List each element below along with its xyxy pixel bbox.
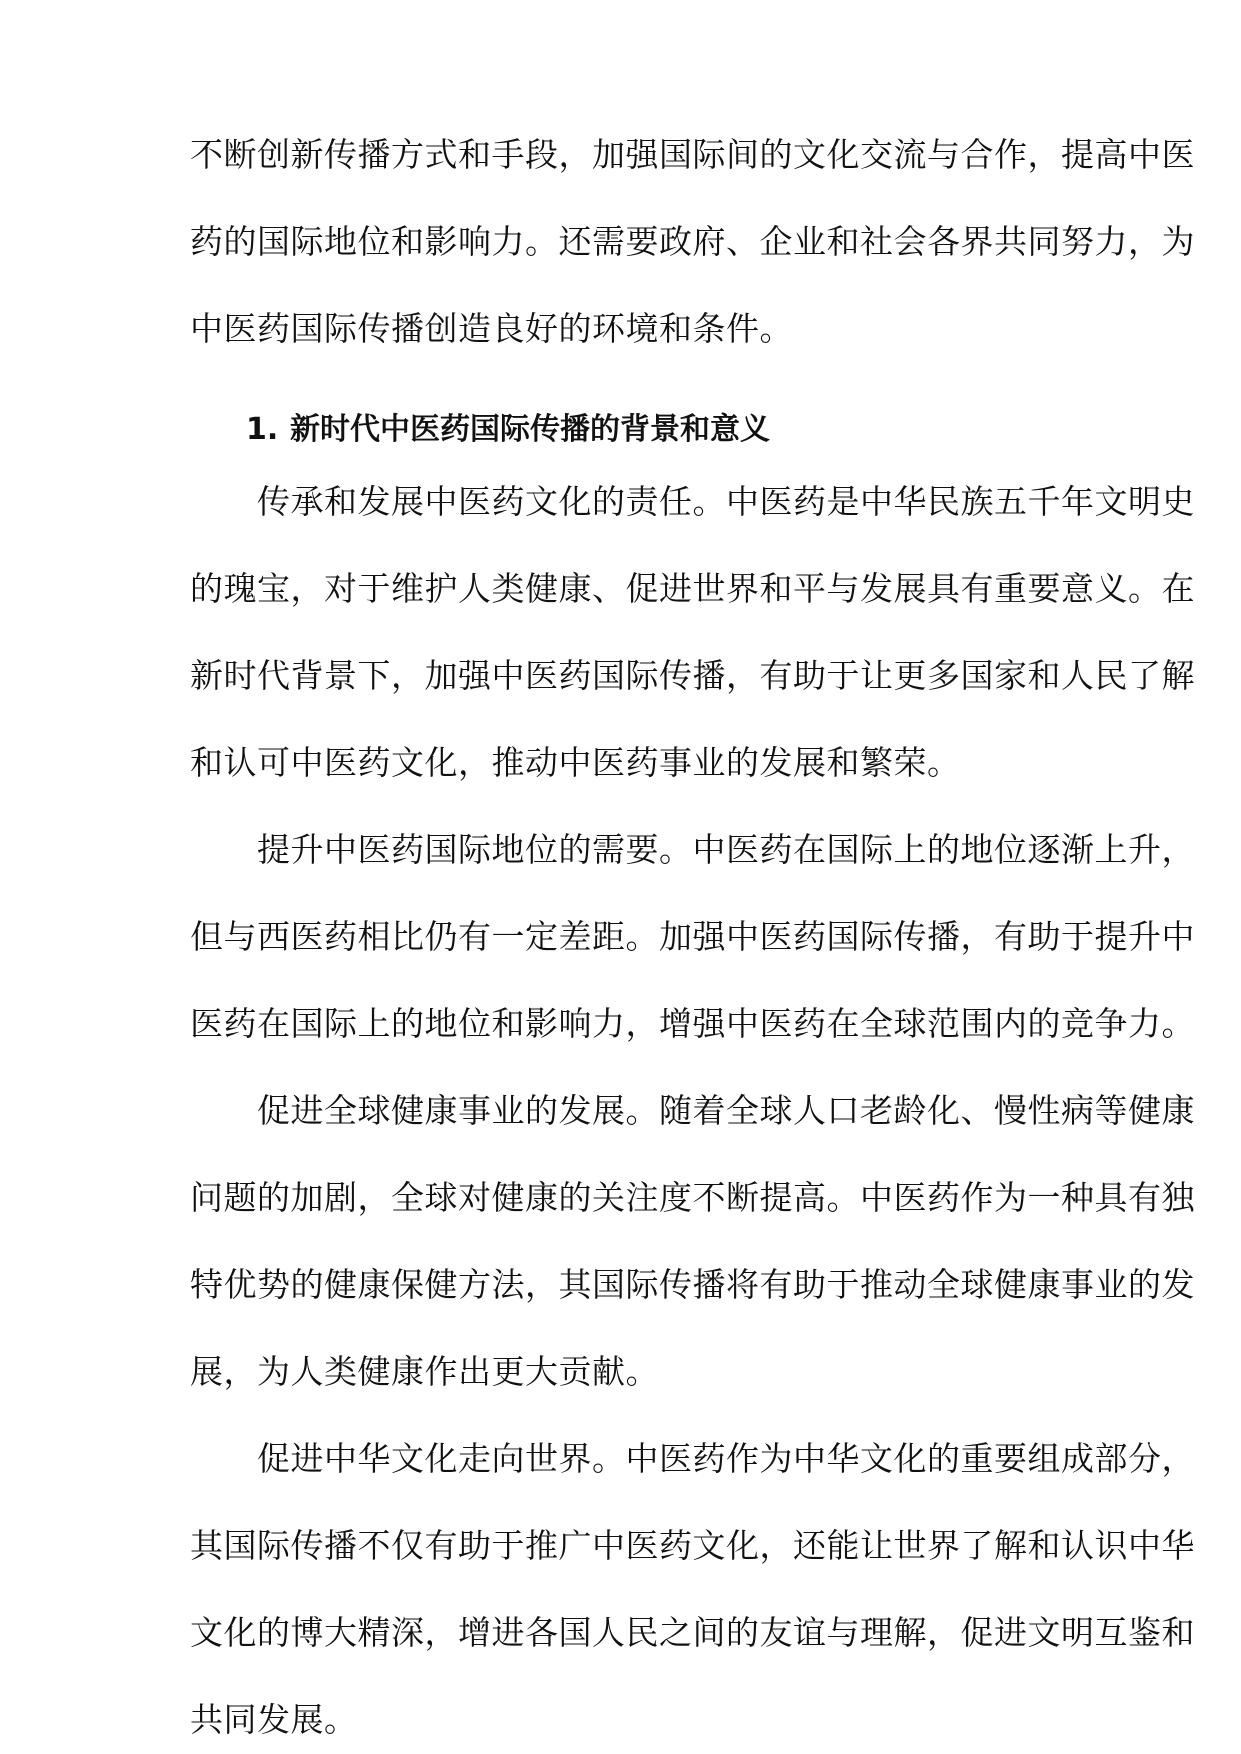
paragraph-line: 问题的加剧，全球对健康的关注度不断提高。中医药作为一种具有独	[190, 1178, 1195, 1217]
paragraph-line: 特优势的健康保健方法，其国际传播将有助于推动全球健康事业的发	[190, 1265, 1195, 1304]
intro-line: 药的国际地位和影响力。还需要政府、企业和社会各界共同努力，为	[190, 222, 1195, 261]
paragraph-line: 提升中医药国际地位的需要。中医药在国际上的地位逐渐上升，	[190, 830, 1195, 869]
paragraph-line: 新时代背景下，加强中医药国际传播，有助于让更多国家和人民了解	[190, 656, 1195, 695]
paragraph-line: 的瑰宝，对于维护人类健康、促进世界和平与发展具有重要意义。在	[190, 569, 1195, 608]
section-title: 新时代中医药国际传播的背景和意义	[290, 412, 770, 447]
paragraph-line: 和认可中医药文化，推动中医药事业的发展和繁荣。	[190, 743, 961, 782]
paragraph-line: 促进中华文化走向世界。中医药作为中华文化的重要组成部分，	[190, 1439, 1195, 1478]
paragraph-line: 其国际传播不仅有助于推广中医药文化，还能让世界了解和认识中华	[190, 1526, 1195, 1565]
paragraph-line: 文化的博大精深，增进各国人民之间的友谊与理解，促进文明互鉴和	[190, 1613, 1195, 1652]
paragraph-line: 医药在国际上的地位和影响力，增强中医药在全球范围内的竞争力。	[190, 1004, 1195, 1043]
paragraph-line: 展，为人类健康作出更大贡献。	[190, 1352, 659, 1391]
intro-line: 不断创新传播方式和手段，加强国际间的文化交流与合作，提高中医	[190, 135, 1195, 174]
section-heading	[246, 408, 770, 452]
paragraph-line: 共同发展。	[190, 1700, 358, 1739]
paragraph-line: 促进全球健康事业的发展。随着全球人口老龄化、慢性病等健康	[190, 1091, 1195, 1130]
paragraph-line: 但与西医药相比仍有一定差距。加强中医药国际传播，有助于提升中	[190, 917, 1195, 956]
paragraph-line: 传承和发展中医药文化的责任。中医药是中华民族五千年文明史	[190, 482, 1195, 521]
section-number: 1.	[246, 412, 279, 447]
intro-line: 中医药国际传播创造良好的环境和条件。	[190, 309, 793, 348]
